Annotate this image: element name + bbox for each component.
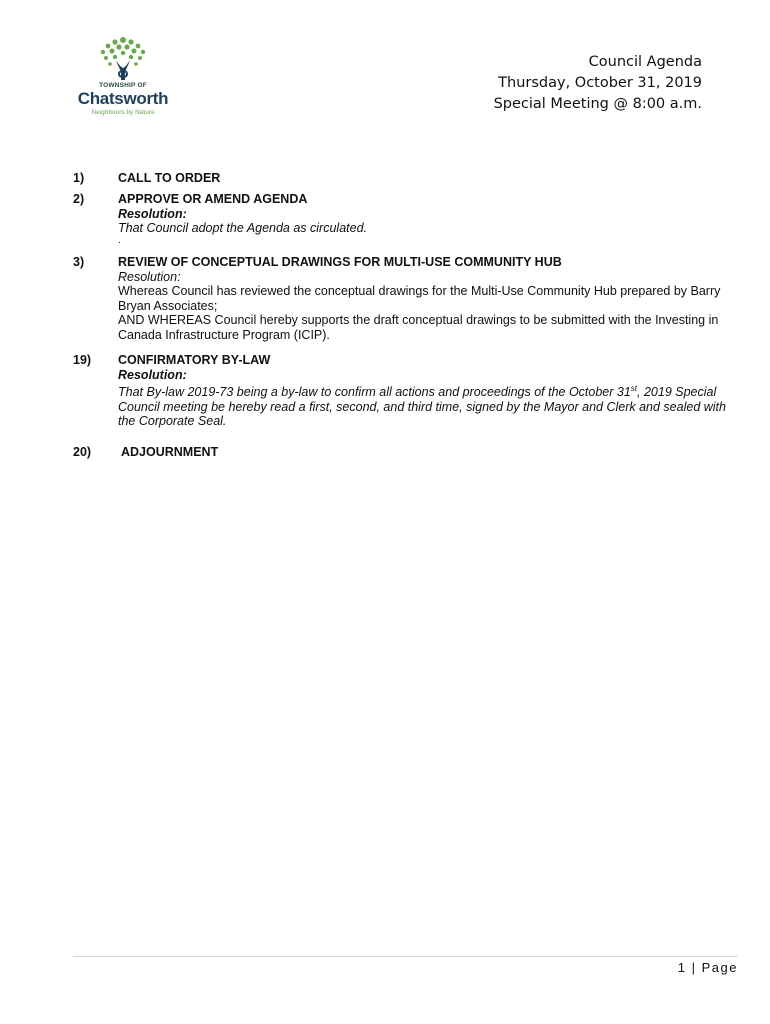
resolution-text: That Council adopt the Agenda as circulated. bbox=[118, 221, 367, 235]
resolution-label: Resolution: bbox=[118, 269, 181, 284]
item-number: 19) bbox=[73, 353, 92, 367]
page-separator: | bbox=[691, 960, 697, 975]
item-title: CONFIRMATORY BY-LAW bbox=[118, 353, 271, 367]
resolution-text-part2: , 2019 Special Council meeting be hereby read a first, second, and third time, signed by the Mayor and Clerk and sealed with the Corporate Seal. bbox=[118, 385, 726, 429]
resolution-text bbox=[118, 382, 743, 429]
meeting-type: Special Meeting @ 8:00 a.m. bbox=[493, 96, 702, 112]
resolution-whereas: Whereas Council has reviewed the conceptual drawings for the Multi-Use Community Hub prepared by Barry Bryan Associates; bbox=[118, 284, 721, 313]
stray-dot: . bbox=[118, 234, 121, 246]
meeting-date: Thursday, October 31, 2019 bbox=[498, 75, 702, 91]
resolution-and-whereas: AND WHEREAS Council hereby supports the draft conceptual drawings to be submitted with the Investing in Canada Infrastructure Program (ICIP). bbox=[118, 313, 719, 342]
item-number: 2) bbox=[73, 192, 85, 206]
item-title: CALL TO ORDER bbox=[118, 171, 221, 185]
item-number: 20) bbox=[73, 445, 92, 459]
item-number: 3) bbox=[73, 255, 85, 269]
page-label: Page bbox=[701, 960, 738, 975]
logo-township-text: TOWNSHIP OF bbox=[99, 82, 147, 89]
item-title: REVIEW OF CONCEPTUAL DRAWINGS FOR MULTI-USE COMMUNITY HUB bbox=[118, 255, 562, 269]
item-title: APPROVE OR AMEND AGENDA bbox=[118, 192, 308, 206]
date-superscript: st bbox=[630, 384, 638, 393]
page-footer bbox=[678, 960, 738, 975]
page-number: 1 bbox=[677, 960, 687, 975]
logo-tagline: Neighbours by Nature bbox=[91, 109, 155, 116]
tree-logo-icon bbox=[96, 36, 150, 82]
township-logo bbox=[68, 36, 178, 118]
agenda-title: Council Agenda bbox=[588, 54, 702, 70]
footer-rule bbox=[73, 956, 738, 957]
item-number: 1) bbox=[73, 171, 85, 185]
logo-name: Chatsworth bbox=[77, 89, 169, 108]
agenda-header bbox=[494, 52, 702, 115]
resolution-label: Resolution: bbox=[118, 367, 187, 382]
resolution-label: Resolution: bbox=[118, 206, 187, 221]
item-title: ADJOURNMENT bbox=[121, 445, 219, 459]
resolution-text-part1: That By-law 2019-73 being a by-law to confirm all actions and proceedings of the October 31 bbox=[118, 385, 631, 400]
